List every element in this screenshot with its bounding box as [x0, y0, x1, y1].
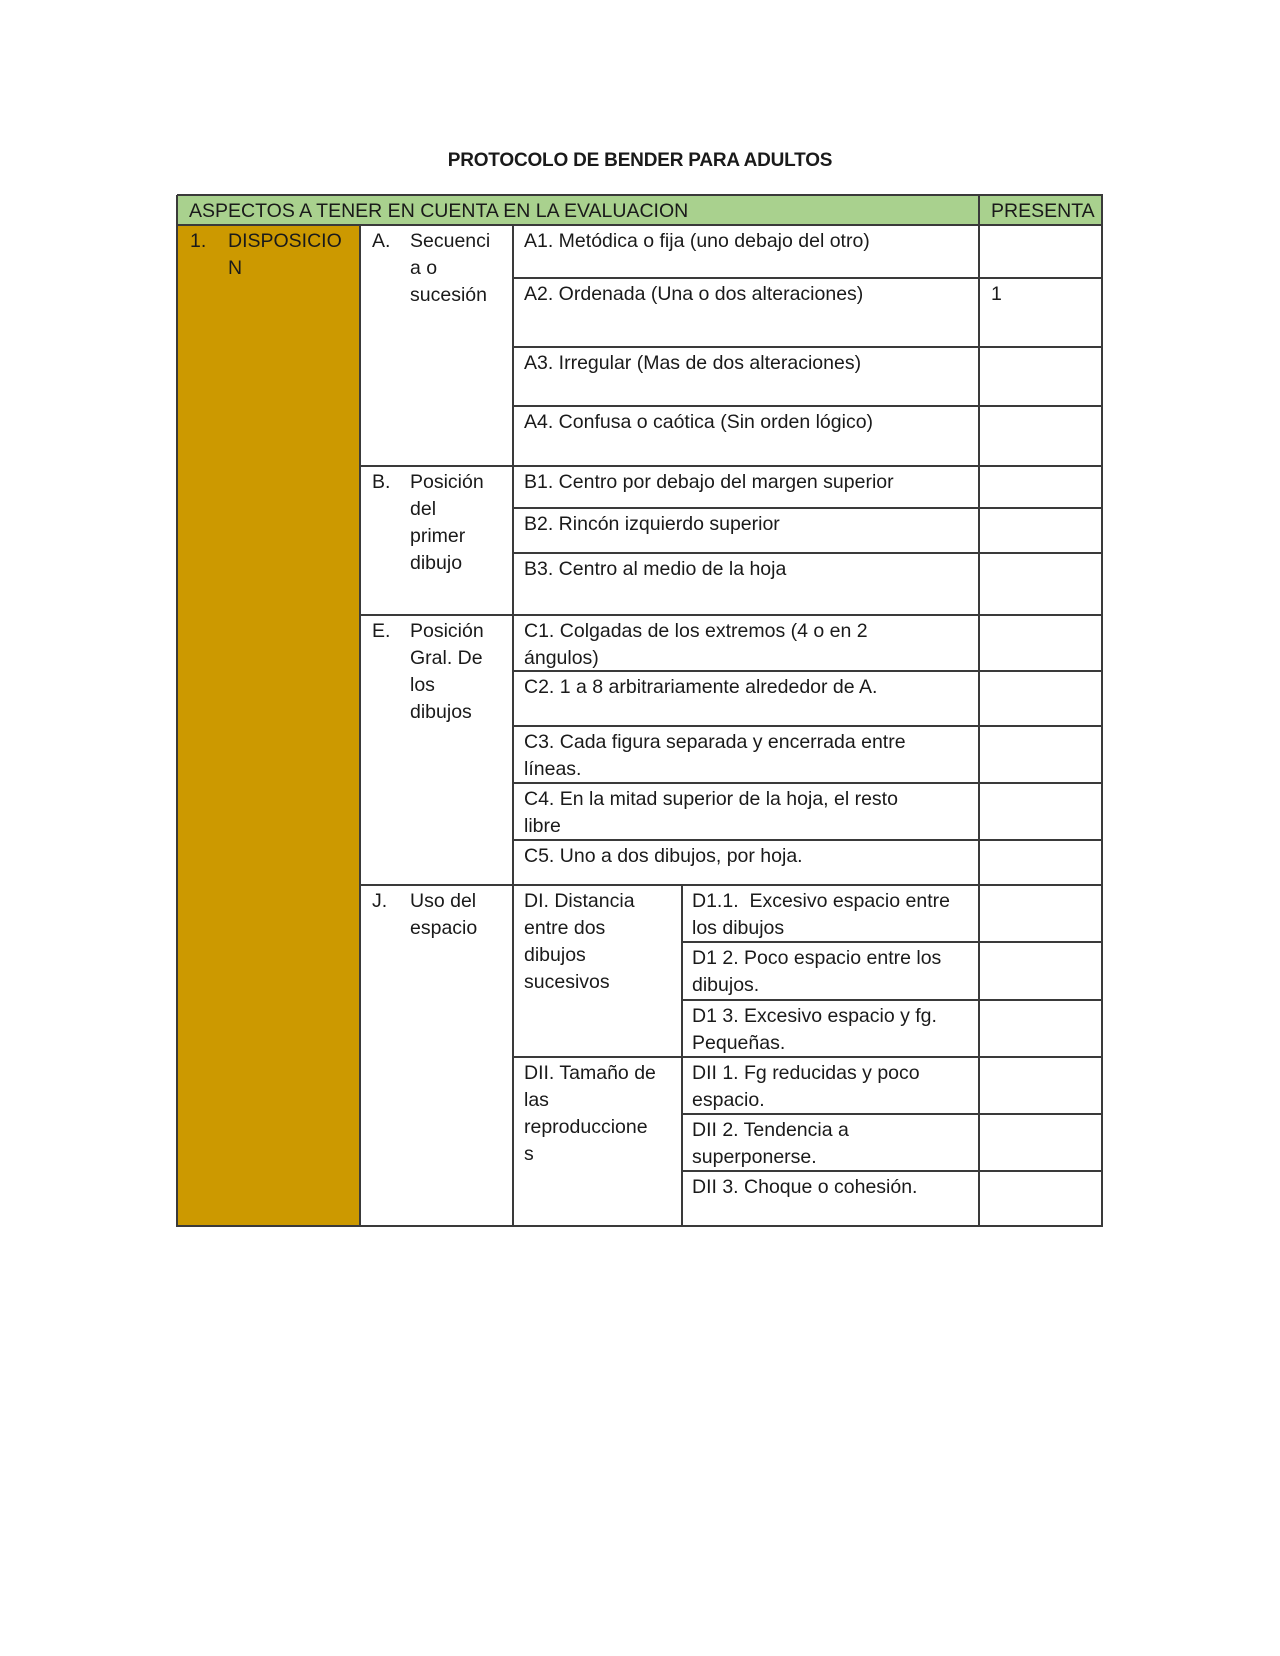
table-border [682, 1056, 1103, 1058]
group-label: Uso del [410, 890, 477, 912]
table-border [682, 1170, 1103, 1172]
criterion-text: A1. Metódica o fija (uno debajo del otro) [524, 230, 870, 252]
table-border [359, 225, 361, 1227]
criterion-text: DII 3. Choque o cohesión. [692, 1176, 918, 1198]
table-border [177, 194, 1103, 196]
group-label: del [410, 498, 437, 520]
table-border [513, 725, 1103, 727]
criterion-text: espacio. [692, 1089, 765, 1111]
criterion-text: Pequeñas. [692, 1032, 786, 1054]
table-border [360, 884, 1103, 886]
category-cell [177, 225, 360, 1226]
group-marker: A. [372, 230, 391, 252]
criterion-text: C5. Uno a dos dibujos, por hoja. [524, 845, 803, 867]
category-number: 1. [190, 230, 207, 252]
group-label: Gral. De [410, 647, 483, 669]
criterion-text: D1.1. Excesivo espacio entre [692, 890, 950, 912]
table-border [177, 1225, 1103, 1227]
table-border [682, 999, 1103, 1001]
criterion-text: A3. Irregular (Mas de dos alteraciones) [524, 352, 862, 374]
category-label: DISPOSICIO [228, 230, 342, 252]
header-aspects: ASPECTOS A TENER EN CUENTA EN LA EVALUACION [189, 200, 689, 222]
table-border [978, 195, 980, 1227]
table-border [360, 614, 1103, 616]
table-border [513, 507, 1103, 509]
subgroup-label: sucesivos [524, 971, 610, 993]
table-border [513, 670, 1103, 672]
criterion-text: C1. Colgadas de los extremos (4 o en 2 [524, 620, 868, 642]
criterion-text: D1 3. Excesivo espacio y fg. [692, 1005, 937, 1027]
criterion-text: A4. Confusa o caótica (Sin orden lógico) [524, 411, 874, 433]
criterion-text: ángulos) [524, 647, 599, 669]
group-label: primer [410, 525, 466, 547]
criterion-text: DII 2. Tendencia a [692, 1119, 849, 1141]
group-label: a o [410, 257, 438, 279]
table-border [513, 839, 1103, 841]
criterion-text: C2. 1 a 8 arbitrariamente alrededor de A. [524, 676, 878, 698]
subgroup-label: DI. Distancia [524, 890, 635, 912]
table-border [513, 1056, 683, 1058]
header-presenta: PRESENTA [991, 200, 1095, 222]
criterion-text: B3. Centro al medio de la hoja [524, 558, 787, 580]
subgroup-label: reproduccione [524, 1116, 648, 1138]
criterion-text: líneas. [524, 758, 582, 780]
group-marker: J. [372, 890, 388, 912]
group-label: Secuenci [410, 230, 491, 252]
table-border [681, 885, 683, 1227]
table-border [682, 1113, 1103, 1115]
subgroup-label: las [524, 1089, 549, 1111]
criterion-text: libre [524, 815, 561, 837]
table-border [682, 941, 1103, 943]
criterion-text: B2. Rincón izquierdo superior [524, 513, 780, 535]
group-label: dibujos [410, 701, 472, 723]
group-label: los [410, 674, 435, 696]
criterion-text: B1. Centro por debajo del margen superior [524, 471, 894, 493]
table-border [1101, 195, 1103, 1227]
table-border [513, 346, 1103, 348]
subgroup-label: dibujos [524, 944, 586, 966]
criterion-text: C3. Cada figura separada y encerrada entre [524, 731, 906, 753]
group-label: sucesión [410, 284, 487, 306]
group-label: espacio [410, 917, 478, 939]
criterion-text: los dibujos [692, 917, 785, 939]
group-label: dibujo [410, 552, 463, 574]
criterion-text: A2. Ordenada (Una o dos alteraciones) [524, 283, 864, 305]
criterion-text: dibujos. [692, 974, 760, 996]
table-border [176, 195, 178, 1227]
criterion-text: D1 2. Poco espacio entre los [692, 947, 942, 969]
criterion-text: C4. En la mitad superior de la hoja, el resto [524, 788, 898, 810]
group-marker: B. [372, 471, 391, 493]
table-border [512, 225, 514, 1227]
group-marker: E. [372, 620, 391, 642]
subgroup-label: DII. Tamaño de [524, 1062, 656, 1084]
group-label: Posición [410, 471, 484, 493]
subgroup-label: s [524, 1143, 534, 1165]
table-border [513, 405, 1103, 407]
group-label: Posición [410, 620, 484, 642]
table-border [360, 465, 1103, 467]
table-border [177, 224, 1103, 226]
presenta-cell[interactable]: 1 [991, 283, 1002, 305]
table-border [513, 782, 1103, 784]
category-label: N [228, 257, 243, 279]
subgroup-label: entre dos [524, 917, 606, 939]
table-border [513, 552, 1103, 554]
document-title: PROTOCOLO DE BENDER PARA ADULTOS [447, 150, 833, 171]
criterion-text: DII 1. Fg reducidas y poco [692, 1062, 920, 1084]
table-border [513, 277, 1103, 279]
criterion-text: superponerse. [692, 1146, 817, 1168]
